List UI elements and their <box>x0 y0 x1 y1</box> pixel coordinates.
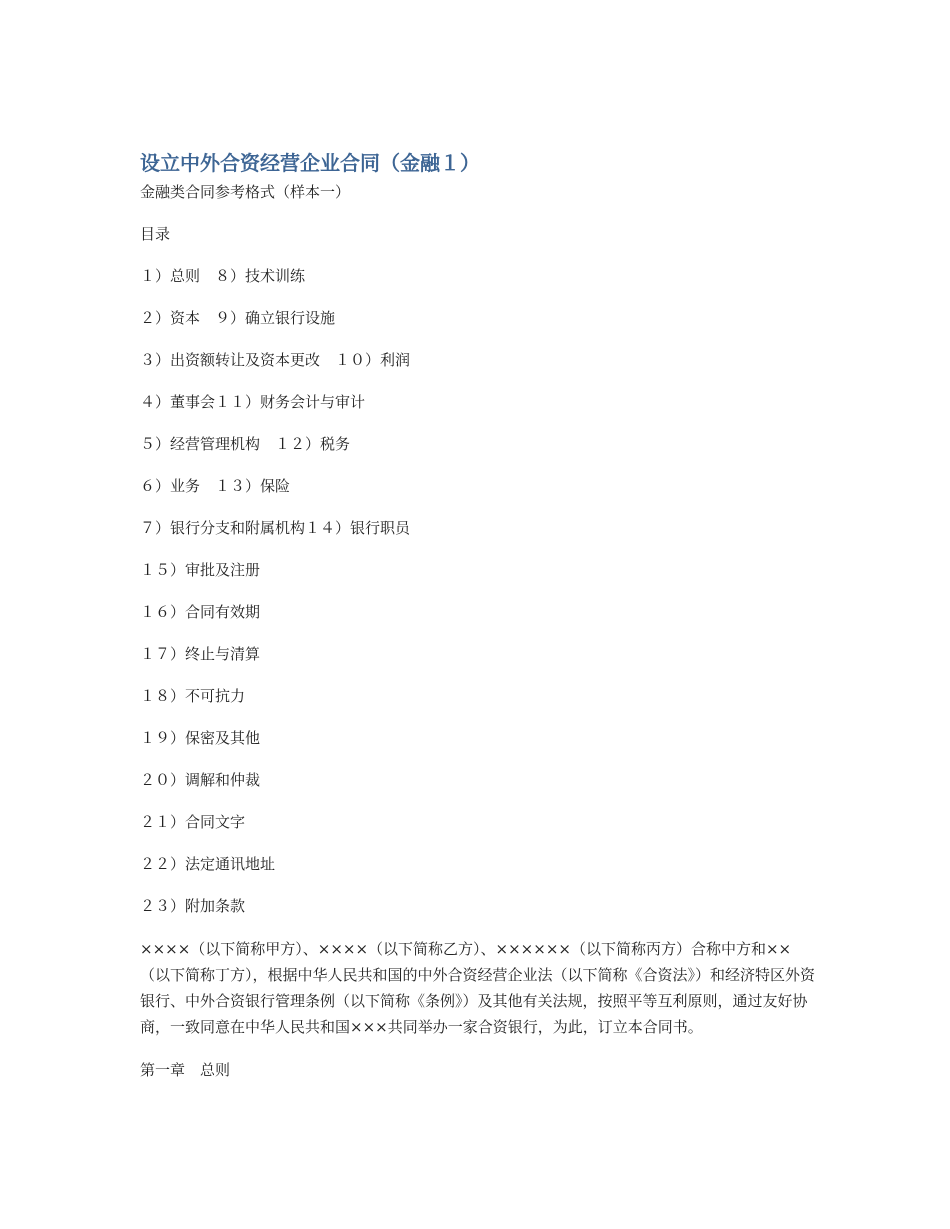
toc-item: ２）资本 ９）确立银行设施 <box>140 309 336 327</box>
document-subtitle: 金融类合同参考格式（样本一） <box>140 183 351 201</box>
toc-item: １７）终止与清算 <box>140 645 261 663</box>
toc-heading: 目录 <box>140 225 171 243</box>
toc-item: ２１）合同文字 <box>140 813 246 831</box>
toc-item: １６）合同有效期 <box>140 603 261 621</box>
preamble-paragraph: ××××（以下简称甲方）、××××（以下简称乙方）、××××××（以下简称丙方）合称中方和××（以下简称丁方），根据中华人民共和国的中外合资经营企业法（以下简称《合资法》）和经济特区外资银行、中外合资银行管理条例（以下简称《条例》）及其他有关法规，按照平等互利原则，通过友好协商，一致同意在中华人民共和国×××共同举办一家合资银行，为此，订立本合同书。 <box>140 940 816 1036</box>
toc-item: ４）董事会１１）财务会计与审计 <box>140 393 366 411</box>
toc-item: １８）不可抗力 <box>140 687 246 705</box>
toc-item: ７）银行分支和附属机构１４）银行职员 <box>140 519 411 537</box>
toc-item: ３）出资额转让及资本更改 １０）利润 <box>140 351 411 369</box>
toc-item: ２０）调解和仲裁 <box>140 771 261 789</box>
chapter-heading: 第一章 总则 <box>140 1061 231 1079</box>
toc-item: ２３）附加条款 <box>140 897 246 915</box>
table-of-contents <box>140 264 820 918</box>
toc-item: ２２）法定通讯地址 <box>140 855 276 873</box>
toc-item: １）总则 ８）技术训练 <box>140 267 306 285</box>
document-page <box>140 148 820 1100</box>
toc-item: ６）业务 １３）保险 <box>140 477 291 495</box>
toc-item: ５）经营管理机构 １２）税务 <box>140 435 351 453</box>
toc-item: １５）审批及注册 <box>140 561 261 579</box>
toc-item: １９）保密及其他 <box>140 729 261 747</box>
document-title: 设立中外合资经营企业合同（金融１） <box>140 151 480 175</box>
